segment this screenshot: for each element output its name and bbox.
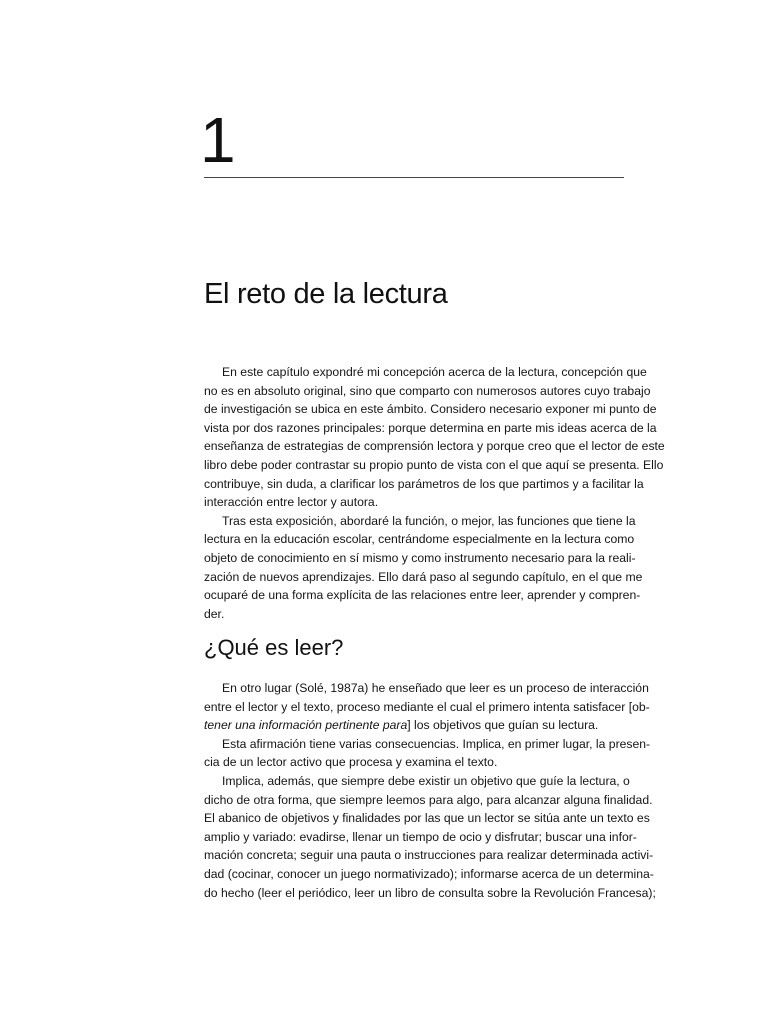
text-line: [204, 716, 626, 735]
section-text: [204, 679, 656, 902]
text-line: zación de nuevos aprendizajes. Ello dará paso al segundo capítulo, en el que me: [204, 569, 643, 584]
text-line: entre el lector y el texto, proceso mediante el cual el primero intenta satisfacer [ob-: [204, 699, 650, 714]
text-line: mación concreta; seguir una pauta o instrucciones para realizar determinada activi-: [204, 848, 654, 863]
text-line: de investigación se ubica en este ámbito. Considero necesario exponer mi punto de: [204, 402, 657, 417]
text-line: enseñanza de estrategias de comprensión lectora y porque creo que el lector de este: [204, 439, 665, 454]
text-line: dad (cocinar, conocer un juego normativizado); informarse acerca de un determina-: [204, 866, 654, 881]
chapter-title: El reto de la lectura: [204, 278, 448, 310]
text-line: El abanico de objetivos y finalidades por las que un lector se sitúa ante un texto es: [204, 811, 650, 826]
text-fragment: ] los objetivos que guían su lectura.: [407, 718, 599, 733]
chapter-divider: [204, 177, 624, 178]
text-line: no es en absoluto original, sino que comparto con numerosos autores cuyo trabajo: [204, 383, 651, 398]
text-line: dicho de otra forma, que siempre leemos para algo, para alcanzar alguna finalidad.: [204, 792, 653, 807]
text-line: ocuparé de una forma explícita de las relaciones entre leer, aprender y compren-: [204, 588, 641, 603]
text-line: lectura en la educación escolar, centrándome especialmente en la lectura como: [204, 532, 635, 547]
text-line: objeto de conocimiento en sí mismo y como instrumento necesario para la reali-: [204, 550, 636, 565]
italic-phrase: tener una información pertinente para: [204, 718, 408, 733]
text-line: Esta afirmación tiene varias consecuencias. Implica, en primer lugar, la presen-: [222, 736, 651, 751]
text-line: amplio y variado: evadirse, llenar un tiempo de ocio y disfrutar; buscar una infor-: [204, 829, 637, 844]
text-line: cia de un lector activo que procesa y examina el texto.: [204, 755, 498, 770]
text-line: En este capítulo expondré mi concepción acerca de la lectura, concepción que: [222, 365, 647, 379]
chapter-number: 1: [200, 104, 236, 176]
text-line: Implica, además, que siempre debe existir un objetivo que guíe la lectura, o: [222, 773, 630, 788]
text-line: der.: [204, 606, 225, 621]
text-line: Tras esta exposición, abordaré la función, o mejor, las funciones que tiene la: [222, 513, 636, 528]
intro-text: [204, 363, 665, 623]
text-line: contribuye, sin duda, a clarificar los parámetros de los que partimos y a facilitar la: [204, 476, 644, 491]
text-line: En otro lugar (Solé, 1987a) he enseñado que leer es un proceso de interacción: [222, 681, 649, 695]
section-title: ¿Qué es leer?: [204, 635, 344, 660]
text-line: vista por dos razones principales: porque determina en parte mis ideas acerca de la: [204, 420, 657, 435]
text-line: do hecho (leer el periódico, leer un libro de consulta sobre la Revolución Francesa);: [204, 885, 656, 900]
text-line: interacción entre lector y autora.: [204, 495, 379, 510]
text-line: libro debe poder contrastar su propio punto de vista con el que aquí se presenta. Ello: [204, 457, 664, 472]
